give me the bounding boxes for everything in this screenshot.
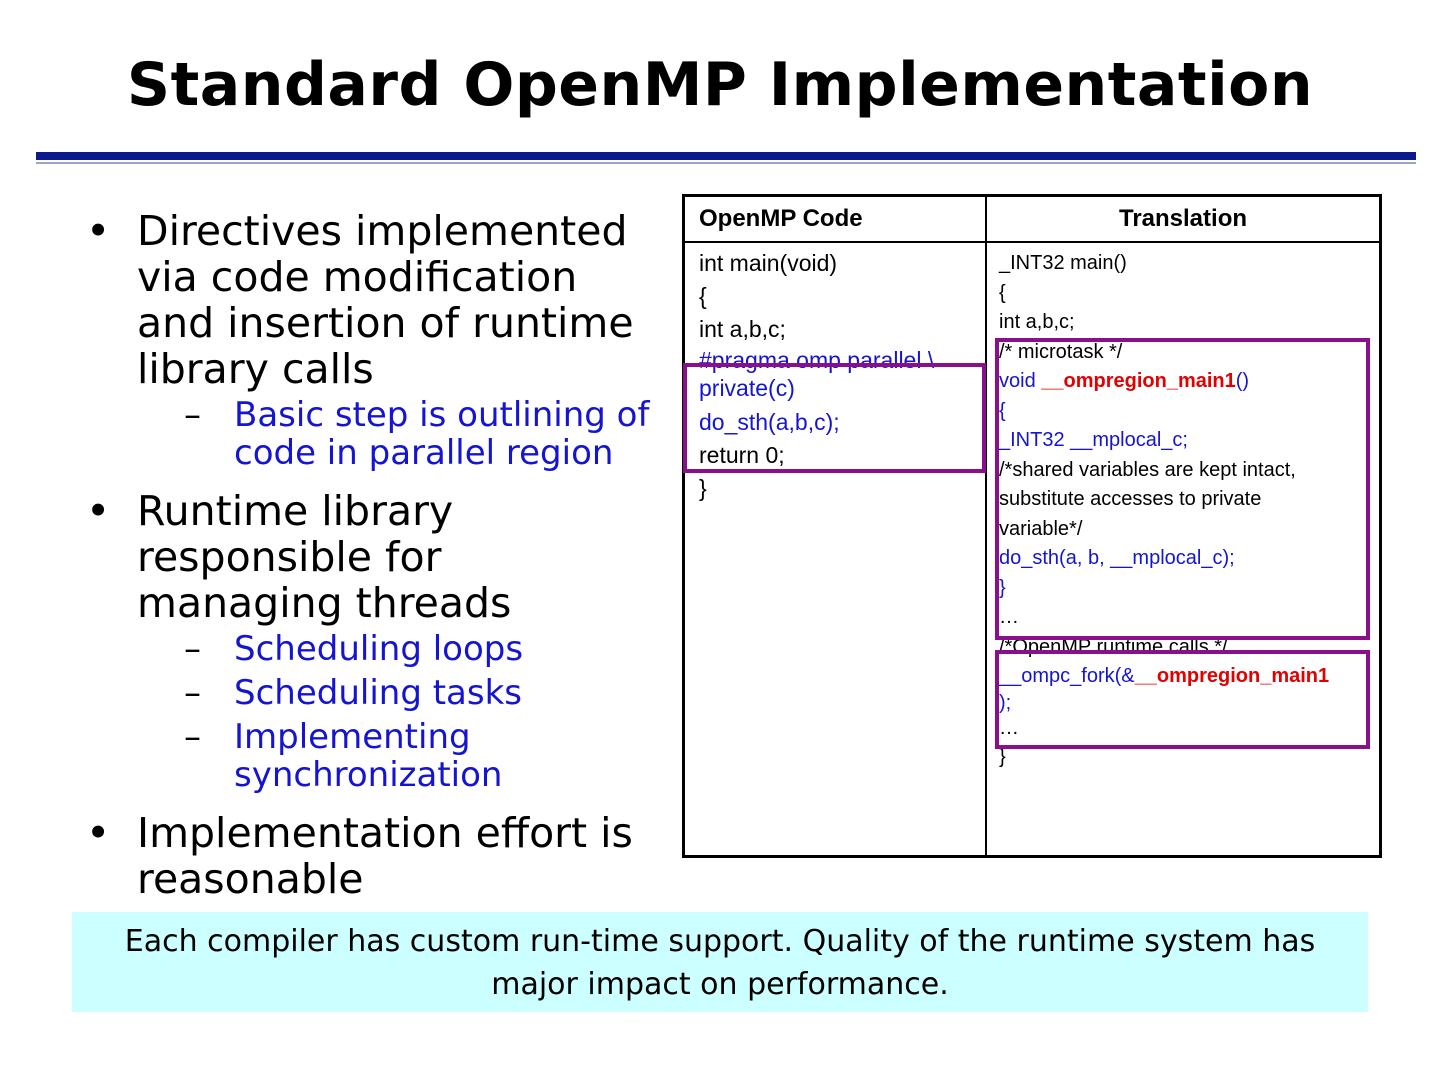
dash-icon: – — [184, 395, 201, 435]
callout-line: Each compiler has custom run-time support. Quality of the runtime system has — [124, 924, 1316, 959]
code-token-region-name: __ompregion_main1 — [1041, 370, 1236, 392]
code-line: variable*/ — [999, 517, 1083, 540]
code-line: do_sth(a, b, __mplocal_c); — [999, 547, 1235, 569]
code-line: { — [999, 281, 1006, 304]
sub-bullet-text: Implementing synchronization — [234, 717, 503, 795]
sub-bullet-text: Scheduling loops — [234, 629, 524, 669]
sub-bullet-item — [137, 396, 660, 472]
dash-icon: – — [184, 717, 201, 757]
code-line-private: private(c) — [699, 375, 795, 401]
bullet-text: Implementation effort is reasonable — [137, 809, 633, 903]
code-token: void — [999, 370, 1042, 392]
code-line: } — [999, 746, 1006, 768]
bullet-item — [80, 488, 660, 794]
code-line: { — [999, 399, 1006, 422]
code-line: ); — [999, 691, 1012, 714]
bullet-dot-icon: • — [86, 809, 111, 857]
bullet-list — [80, 208, 660, 918]
callout-box — [72, 912, 1368, 1012]
sub-bullet-text: Scheduling tasks — [234, 673, 522, 713]
code-line: int main(void) — [699, 250, 838, 276]
code-token-region-name: __ompregion_main1 — [1134, 665, 1330, 687]
bullet-dot-icon: • — [86, 207, 111, 255]
code-line: int a,b,c; — [699, 316, 786, 342]
sub-bullet-item — [137, 718, 660, 794]
code-line: _INT32 main() — [999, 252, 1127, 274]
code-token: () — [1235, 370, 1250, 392]
highlight-box-pragma — [683, 363, 986, 473]
bullet-item — [80, 208, 660, 472]
highlight-box-fork — [995, 650, 1370, 749]
bullet-dot-icon: • — [86, 487, 111, 535]
bullet-text: Runtime library responsible for managing threads — [137, 487, 512, 627]
code-line: /*OpenMP runtime calls */ — [999, 635, 1228, 658]
header-translation: Translation — [1118, 205, 1248, 232]
code-line: … — [999, 716, 1019, 739]
bullet-item — [80, 810, 660, 902]
sub-bullet-text: Basic step is outlining of code in parallel region — [234, 395, 650, 473]
code-line: … — [999, 606, 1019, 628]
bullet-text: Directives implemented via code modification and insertion of runtime library calls — [137, 207, 634, 393]
code-line: { — [699, 283, 707, 309]
code-line-call: do_sth(a,b,c); — [699, 409, 840, 435]
code-line: return 0; — [699, 442, 785, 468]
highlight-box-microtask — [995, 338, 1370, 640]
title-rule — [36, 152, 1416, 160]
code-line: /*shared variables are kept intact, — [999, 458, 1296, 481]
code-token: __ompc_fork(& — [999, 665, 1135, 687]
dash-icon: – — [184, 673, 201, 713]
code-line-pragma: #pragma omp parallel \ — [699, 347, 935, 373]
code-line: _INT32 __mplocal_c; — [999, 429, 1188, 451]
code-line: } — [999, 576, 1006, 599]
slide-title: Standard OpenMP Implementation — [126, 50, 1314, 120]
dash-icon: – — [184, 629, 201, 669]
code-line: substitute accesses to private — [999, 488, 1262, 510]
header-divider — [685, 241, 1379, 243]
sub-bullet-item — [137, 674, 660, 712]
header-openmp-code: OpenMP Code — [699, 205, 863, 232]
callout-line: major impact on performance. — [491, 967, 949, 1002]
title-rule-shadow — [36, 162, 1416, 164]
code-line: } — [699, 475, 707, 501]
column-divider — [985, 197, 987, 855]
code-line: int a,b,c; — [999, 311, 1075, 333]
sub-bullet-item — [137, 630, 660, 668]
code-line: /* microtask */ — [999, 340, 1123, 363]
